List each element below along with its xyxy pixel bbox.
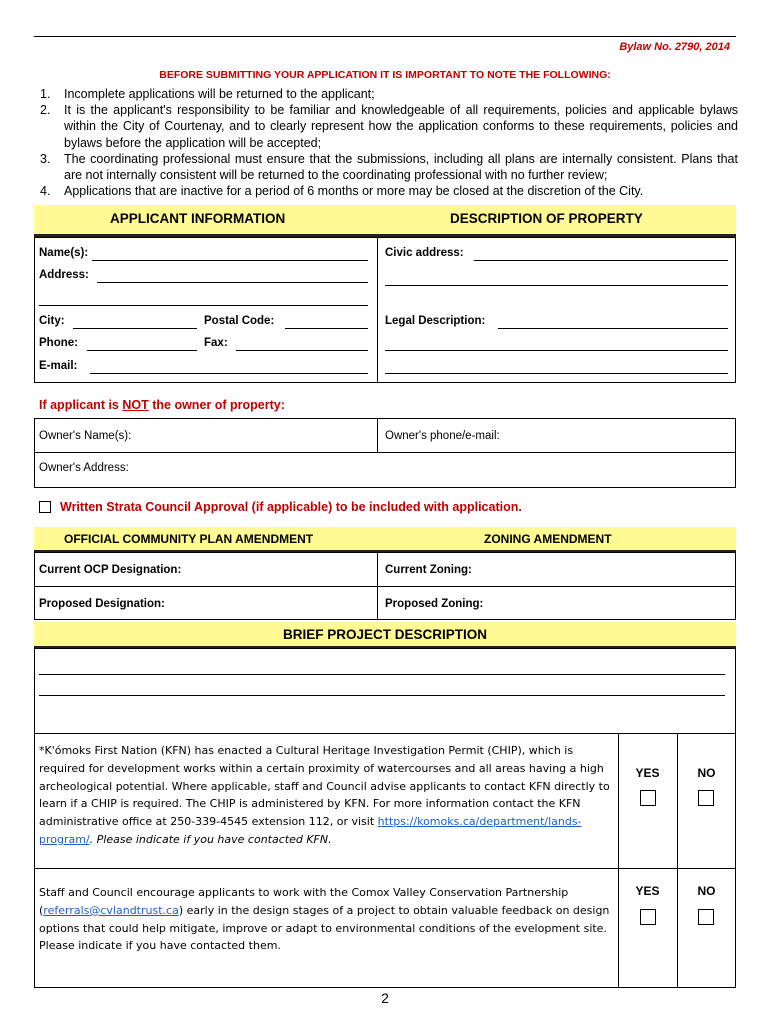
civic-address-label: Civic address: bbox=[385, 247, 464, 259]
address-field-2[interactable] bbox=[39, 305, 368, 306]
city-field[interactable] bbox=[73, 328, 197, 329]
notes-list bbox=[30, 86, 738, 199]
project-line-2[interactable] bbox=[39, 695, 725, 696]
address-label: Address: bbox=[39, 269, 89, 281]
civic-address-field-2[interactable] bbox=[385, 285, 728, 286]
email-label: E-mail: bbox=[39, 360, 78, 372]
note-item: 1. Incomplete applications will be returned to the applicant; bbox=[40, 87, 375, 101]
cvcp-yes-checkbox[interactable] bbox=[640, 909, 656, 925]
cvcp-no-checkbox[interactable] bbox=[698, 909, 714, 925]
strata-notice: Written Strata Council Approval (if applicable) to be included with application. bbox=[60, 500, 522, 514]
phone-label: Phone: bbox=[39, 337, 78, 349]
owner-row-divider bbox=[34, 452, 736, 453]
applicant-heading: APPLICANT INFORMATION bbox=[110, 211, 286, 226]
kfn-no-checkbox[interactable] bbox=[698, 790, 714, 806]
kfn-cvcp-divider bbox=[34, 868, 736, 869]
kfn-yes-checkbox[interactable] bbox=[640, 790, 656, 806]
column-divider bbox=[377, 237, 378, 383]
note-item: 4. Applications that are inactive for a period of 6 months or more may be closed at the discretion of the City. bbox=[40, 184, 644, 199]
amendments-band bbox=[34, 527, 736, 552]
email-field[interactable] bbox=[90, 373, 368, 374]
fax-label: Fax: bbox=[204, 337, 228, 349]
fax-field[interactable] bbox=[236, 350, 368, 351]
cvcp-paragraph: Staff and Council encourage applicants to work with the Comox Valley Conservation Partnership (referrals@cvlandtrust.ca) early in the design stages of a project to obtain valuable feedback on design options that could help mitigate, improve or adapt to environmental conditions of the evelopment site. Please indicate if you have contacted them. bbox=[39, 886, 610, 953]
proposed-designation-label: Proposed Designation: bbox=[39, 598, 165, 610]
kfn-no-label: NO bbox=[697, 766, 716, 780]
owner-divider bbox=[377, 418, 378, 452]
bylaw-number: Bylaw No. 2790, 2014 bbox=[619, 41, 730, 53]
cvcp-no-label: NO bbox=[697, 884, 716, 898]
project-kfn-divider bbox=[34, 733, 736, 734]
current-ocp-label: Current OCP Designation: bbox=[39, 564, 182, 576]
strata-checkbox[interactable] bbox=[39, 501, 51, 513]
kfn-yes-label: YES bbox=[635, 766, 660, 780]
kfn-link[interactable]: https://komoks.ca/department/lands-program/ bbox=[39, 815, 582, 846]
zoning-heading: ZONING AMENDMENT bbox=[484, 532, 612, 546]
cvcp-yes-label: YES bbox=[635, 884, 660, 898]
legal-description-field[interactable] bbox=[498, 328, 728, 329]
property-heading: DESCRIPTION OF PROPERTY bbox=[450, 211, 643, 226]
kfn-paragraph: *K'ómoks First Nation (KFN) has enacted a Cultural Heritage Investigation Permit (CHIP), which is required for development works within a certain proximity of watercourses and all areas having a high archeological potential. Where applicable, staff and Council advise applicants to contact KFN directly to learn if a CHIP is required. The CHIP is administered by KFN. For more information contact the KFN administrative office at 250-339-4545 extension 112, or visit https://komoks.ca/department/lands-program/. Please indicate if you have contacted KFN. bbox=[39, 744, 610, 846]
note-item: 3. The coordinating professional must ensure that the submissions, including all plans are internally consistent. Plans that are not internally consistent will be returned to the coordinating professional with no further review; bbox=[40, 151, 738, 183]
amendments-row-divider bbox=[34, 586, 736, 587]
postal-code-label: Postal Code: bbox=[204, 315, 275, 327]
address-field[interactable] bbox=[97, 282, 368, 283]
ocp-heading: OFFICIAL COMMUNITY PLAN AMENDMENT bbox=[64, 532, 314, 546]
cvcp-email-link[interactable]: referrals@cvlandtrust.ca bbox=[43, 903, 179, 917]
applicant-property-band bbox=[34, 205, 736, 237]
owner-contact-label: Owner's phone/e-mail: bbox=[385, 430, 500, 442]
postal-code-field[interactable] bbox=[285, 328, 368, 329]
current-zoning-label: Current Zoning: bbox=[385, 564, 472, 576]
project-line-1[interactable] bbox=[39, 674, 725, 675]
phone-field[interactable] bbox=[87, 350, 197, 351]
owner-box bbox=[34, 418, 736, 488]
owner-notice: If applicant is NOT the owner of property: bbox=[39, 398, 285, 412]
city-label: City: bbox=[39, 315, 65, 327]
legal-description-field-3[interactable] bbox=[385, 373, 728, 374]
civic-address-field[interactable] bbox=[474, 260, 728, 261]
top-rule bbox=[34, 36, 736, 37]
project-band bbox=[34, 622, 736, 648]
notice-title: BEFORE SUBMITTING YOUR APPLICATION IT IS IMPORTANT TO NOTE THE FOLLOWING: bbox=[159, 69, 611, 81]
owner-names-label: Owner's Name(s): bbox=[39, 430, 132, 442]
names-label: Name(s): bbox=[39, 247, 89, 259]
owner-address-label: Owner's Address: bbox=[39, 462, 129, 474]
page-number: 2 bbox=[381, 990, 389, 1006]
project-heading: BRIEF PROJECT DESCRIPTION bbox=[282, 627, 488, 642]
note-item: 2. It is the applicant's responsibility to be familiar and knowledgeable of all requirements, policies and applicable bylaws within the City of Courtenay, and to clearly represent how the application conforms to these requirements, policies and bylaws before the application will be accepted; bbox=[40, 103, 738, 150]
legal-description-label: Legal Description: bbox=[385, 315, 486, 327]
proposed-zoning-label: Proposed Zoning: bbox=[385, 598, 484, 610]
legal-description-field-2[interactable] bbox=[385, 350, 728, 351]
names-field[interactable] bbox=[92, 260, 368, 261]
